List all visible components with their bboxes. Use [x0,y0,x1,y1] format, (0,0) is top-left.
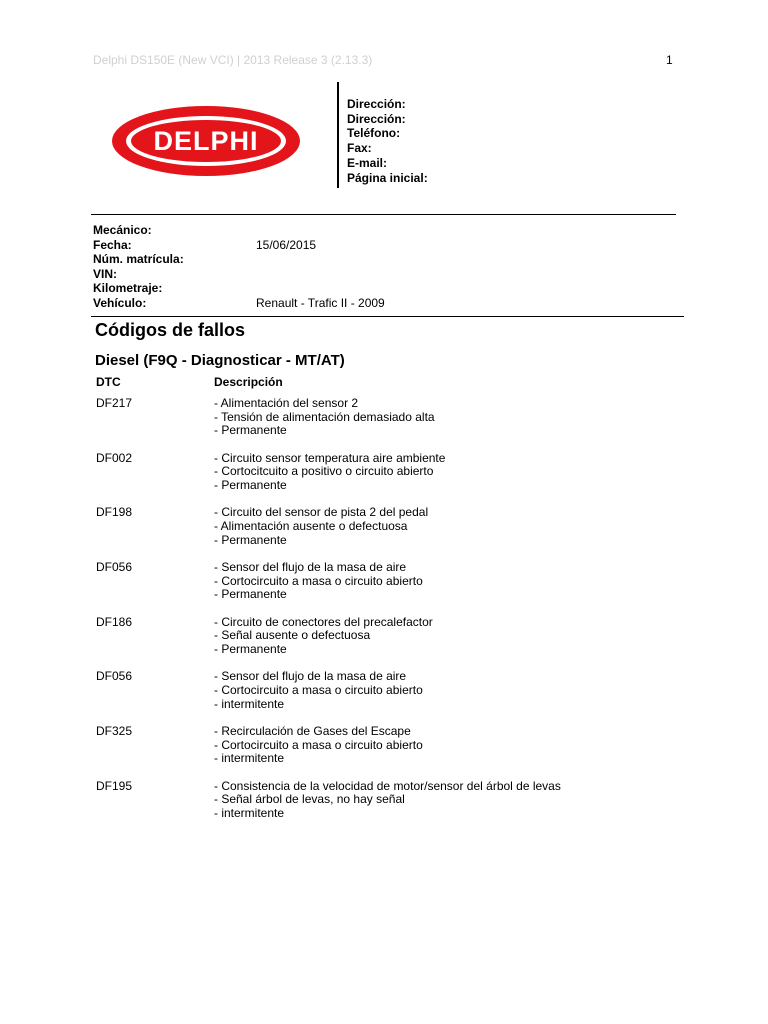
description-line: - Cortocircuito a masa o circuito abierto [214,683,423,698]
fault-code-entry [96,780,696,835]
dtc-description [214,616,433,657]
info-label: Fecha: [93,237,132,252]
column-header-description: Descripción [214,375,283,389]
description-line: - Permanente [214,477,287,492]
info-value: Renault - Trafic II - 2009 [256,295,385,310]
contact-phone-label: Teléfono: [347,126,401,141]
fault-code-entry [96,506,696,561]
description-line: - intermitente [214,751,285,766]
dtc-code: DF002 [96,450,133,465]
divider-bottom [91,316,684,317]
fault-code-list [96,397,696,835]
fault-code-entry [96,725,696,780]
fault-code-entry [96,616,696,671]
description-line: - Permanente [214,423,287,438]
info-label: Kilometraje: [93,281,163,296]
description-line: - Permanente [214,641,287,656]
dtc-code: DF186 [96,614,133,629]
description-line: - Alimentación del sensor 2 [214,396,359,410]
description-line: - Circuito de conectores del precalefactor [214,614,433,629]
description-line: - intermitente [214,806,285,820]
dtc-description [214,397,435,438]
divider-top [91,214,676,215]
dtc-code: DF056 [96,669,133,684]
dtc-description [214,670,423,711]
description-line: - Cortocircuito a masa o circuito abierto [214,737,423,752]
system-subtitle: Diesel (F9Q - Diagnosticar - MT/AT) [95,352,345,369]
description-line: - Recirculación de Gases del Escape [214,724,411,739]
description-line: - Circuito sensor temperatura aire ambiente [214,450,446,465]
info-label: Mecánico: [93,223,152,237]
description-line: - intermitente [214,696,285,711]
dtc-description [214,561,423,602]
vertical-divider [337,82,339,188]
dtc-code: DF198 [96,505,133,520]
document-header-title: Delphi DS150E (New VCI) | 2013 Release 3 (2.13.3) [93,53,373,67]
delphi-logo [110,104,302,183]
fault-code-entry [96,670,696,725]
dtc-description [214,725,423,766]
description-line: - Circuito del sensor de pista 2 del pedal [214,505,429,520]
contact-email-label: E-mail: [347,155,388,170]
description-line: - Permanente [214,587,287,602]
info-label: VIN: [93,266,117,281]
section-title: Códigos de fallos [95,320,246,340]
description-line: - Permanente [214,532,287,547]
description-line: - Alimentación ausente o defectuosa [214,518,408,533]
page-number: 1 [666,53,673,67]
contact-address-label-2: Dirección: [347,111,406,126]
info-label: Núm. matrícula: [93,252,184,267]
dtc-code: DF056 [96,560,133,575]
svg-text:DELPHI: DELPHI [153,126,259,156]
info-label: Vehículo: [93,295,147,310]
dtc-code: DF217 [96,396,133,410]
contact-block [347,97,428,185]
dtc-description [214,452,445,493]
contact-address-label: Dirección: [347,97,406,111]
contact-fax-label: Fax: [347,141,372,156]
description-line: - Tensión de alimentación demasiado alta [214,409,435,424]
dtc-description [214,506,428,547]
description-line: - Sensor del flujo de la masa de aire [214,669,407,684]
description-line: - Señal árbol de levas, no hay señal [214,792,405,807]
fault-code-entry [96,397,696,452]
dtc-description [214,780,561,821]
info-value: 15/06/2015 [256,237,317,252]
description-line: - Cortocircuito a masa o circuito abierto [214,573,423,588]
description-line: - Cortocitcuito a positivo o circuito abierto [214,464,434,479]
column-header-dtc: DTC [96,375,121,389]
description-line: - Señal ausente o defectuosa [214,628,371,643]
dtc-code: DF325 [96,724,133,739]
dtc-code: DF195 [96,778,133,793]
fault-code-entry [96,452,696,507]
fault-code-entry [96,561,696,616]
description-line: - Sensor del flujo de la masa de aire [214,560,407,575]
description-line: - Consistencia de la velocidad de motor/sensor del árbol de levas [214,778,561,793]
contact-homepage-label: Página inicial: [347,170,428,185]
